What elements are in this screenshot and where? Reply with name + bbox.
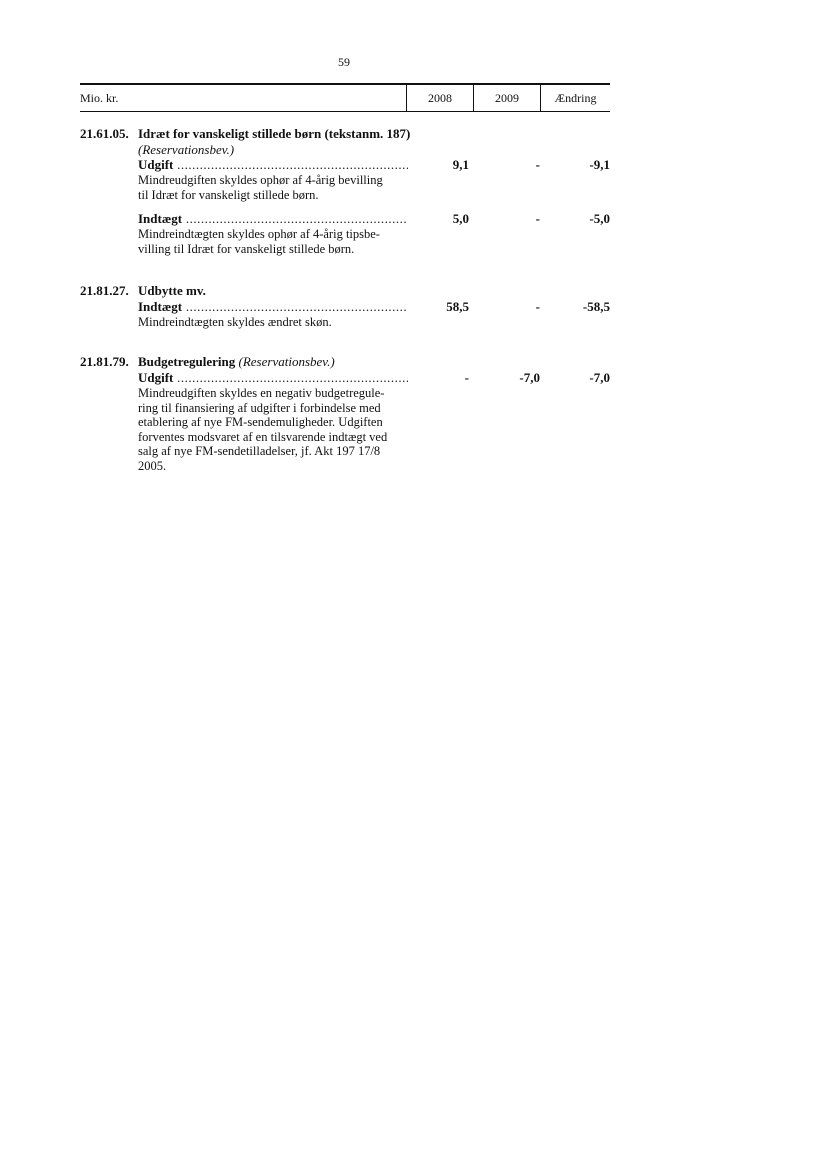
section-title-italic: (Reservationsbev.) bbox=[238, 354, 335, 369]
section-title bbox=[138, 354, 335, 370]
section-21-61-05 bbox=[80, 126, 610, 266]
note-line: Mindreindtægten skyldes ophør af 4-årig tipsbe- bbox=[138, 227, 380, 241]
header-col-change: Ændring bbox=[540, 85, 610, 111]
table-row bbox=[138, 211, 610, 227]
note-line: forventes modsvaret af en tilsvarende indtægt ved bbox=[138, 429, 388, 444]
value-change: -5,0 bbox=[589, 211, 610, 226]
note-line: salg af nye FM-sendetilladelser, jf. Akt 197 17/8 bbox=[138, 444, 381, 458]
value-2009: - bbox=[535, 211, 540, 226]
table-row bbox=[138, 157, 610, 173]
note-line: til Idræt for vanskeligt stillede børn. bbox=[138, 187, 319, 202]
section-21-81-79 bbox=[80, 354, 610, 484]
row-note bbox=[138, 386, 428, 473]
table-header bbox=[80, 83, 610, 112]
page-number: 59 bbox=[338, 55, 350, 69]
note-line: etablering af nye FM-sendemuligheder. Udgiften bbox=[138, 415, 383, 429]
note-line: Mindreindtægten skyldes ændret skøn. bbox=[138, 315, 332, 329]
table-row bbox=[138, 299, 610, 315]
row-note bbox=[138, 315, 428, 330]
note-line: villing til Idræt for vanskeligt stillede børn. bbox=[138, 241, 355, 256]
note-line: 2005. bbox=[138, 458, 167, 473]
value-2008: 58,5 bbox=[446, 299, 469, 314]
section-title: Idræt for vanskeligt stillede børn (tekstanm. 187) bbox=[138, 126, 411, 141]
note-line: Mindreudgiften skyldes ophør af 4-årig bevilling bbox=[138, 173, 383, 187]
row-label: Indtægt ..... bbox=[138, 299, 408, 315]
value-change: -9,1 bbox=[589, 157, 610, 172]
header-unit-label: Mio. kr. bbox=[80, 91, 119, 105]
section-21-81-27 bbox=[80, 283, 610, 333]
header-col-2009: 2009 bbox=[473, 85, 540, 111]
row-note bbox=[138, 173, 428, 202]
row-note bbox=[138, 227, 428, 256]
note-line: Mindreudgiften skyldes en negativ budgetregule- bbox=[138, 386, 385, 400]
section-title-text: Budgetregulering bbox=[138, 354, 236, 369]
section-title: Udbytte mv. bbox=[138, 283, 206, 298]
section-code: 21.81.79. bbox=[80, 354, 129, 369]
row-label: Indtægt ..... bbox=[138, 211, 408, 227]
row-label: Udgift ..... bbox=[138, 370, 408, 386]
value-2009: - bbox=[535, 157, 540, 172]
value-2008: 9,1 bbox=[452, 157, 469, 172]
header-col-2008: 2008 bbox=[406, 85, 473, 111]
value-2009: -7,0 bbox=[519, 370, 540, 385]
value-change: -7,0 bbox=[589, 370, 610, 385]
section-subtitle: (Reservationsbev.) bbox=[138, 142, 235, 157]
value-2008: - bbox=[464, 370, 469, 385]
section-code: 21.61.05. bbox=[80, 126, 129, 141]
row-label: Udgift ..... bbox=[138, 157, 408, 173]
value-2009: - bbox=[535, 299, 540, 314]
table-row bbox=[138, 370, 610, 386]
section-code: 21.81.27. bbox=[80, 283, 129, 298]
value-change: -58,5 bbox=[582, 299, 610, 314]
value-2008: 5,0 bbox=[452, 211, 469, 226]
note-line: ring til finansiering af udgifter i forbindelse med bbox=[138, 400, 381, 415]
